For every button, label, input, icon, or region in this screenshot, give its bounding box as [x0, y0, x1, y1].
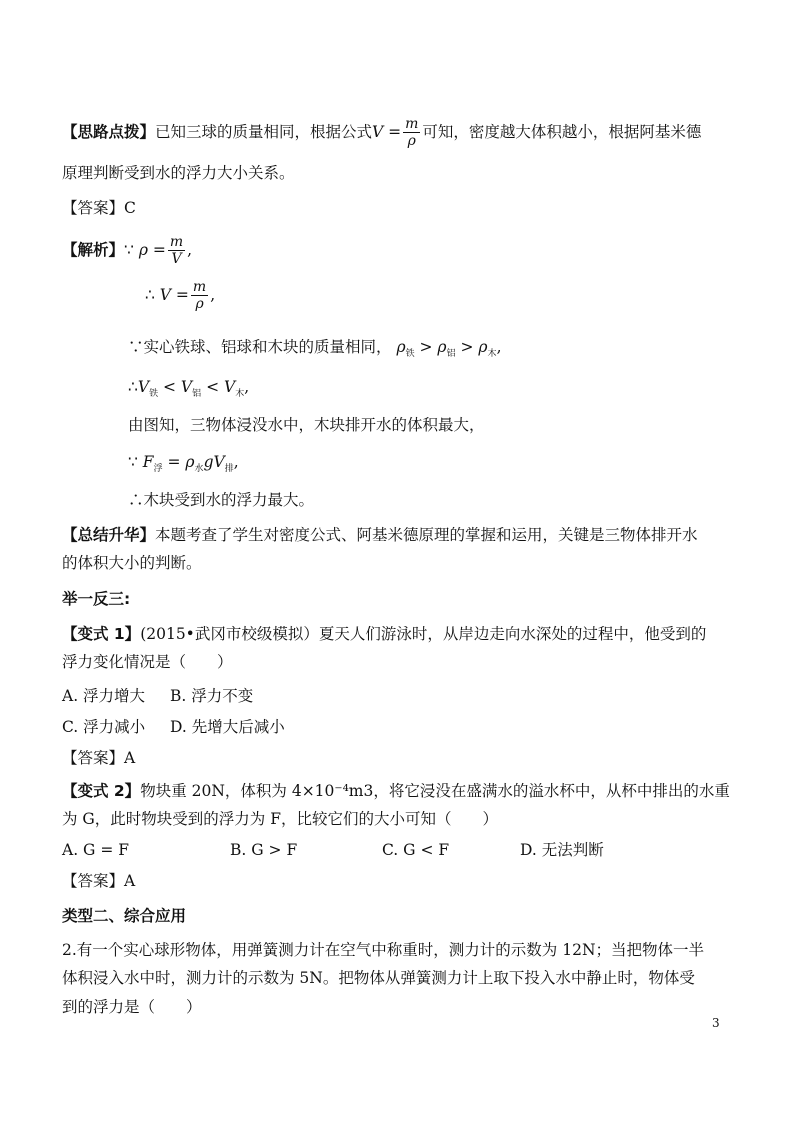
- variant1-text: (2015•武冈市校级模拟）夏天人们游泳时，从岸边走向水深处的过程中，他受到的: [140, 625, 707, 643]
- hint-tag: 【思路点拨】: [62, 123, 156, 141]
- summary-text: 本题考查了学生对密度公式、阿基米德原理的掌握和运用，关键是三物体排开水: [155, 526, 698, 544]
- variant2-line2: 为 G，此时物块受到的浮力为 F，比较它们的大小可知（ ）: [62, 810, 498, 828]
- sub-pai: 排: [224, 464, 234, 475]
- formula-v: V =: [372, 123, 402, 141]
- summary-tag: 【总结升华】: [62, 526, 156, 544]
- answer-1: 【答案】C: [62, 199, 136, 217]
- buoyancy-formula: $F_浮 = \rho_水gV_排$: [137, 453, 234, 475]
- variant1-options-row2: [62, 717, 285, 737]
- sub-lv: 铝: [446, 349, 456, 360]
- variant1-option-c: C. 浮力减小: [62, 718, 146, 736]
- section-heading-practice: 举一反三:: [62, 590, 131, 608]
- fraction-m-over-rho-2: $\frac{m}{\rho}$: [192, 279, 207, 312]
- sub-tie-2: 铁: [149, 389, 159, 400]
- analysis-line3-text: ∵实心铁球、铝球和木块的质量相同，: [128, 338, 392, 356]
- analysis-line4: $\therefore V_铁 < V_铝 < V_木$,: [128, 378, 250, 400]
- variant2-option-d: D. 无法判断: [520, 841, 604, 859]
- density-comparison: $\rho_铁 > \rho_铝 > \rho_木$: [396, 338, 497, 360]
- variant1-option-d: D. 先增大后减小: [170, 718, 285, 736]
- section-heading-type2: 类型二、综合应用: [62, 907, 187, 925]
- analysis-line5: 由图知，三物体浸没水中，木块排开水的体积最大，: [128, 416, 485, 434]
- fraction-m-over-rho: $\frac{m}{\rho}$: [405, 116, 419, 149]
- variant1-line1: [62, 624, 706, 644]
- variant1-options-row1: [62, 686, 253, 706]
- sub-tie: 铁: [405, 349, 415, 360]
- formula-v2: V =: [154, 286, 189, 304]
- hint-paragraph-line1: [62, 117, 701, 149]
- variant2-option-b: B. G > F: [230, 841, 298, 859]
- volume-comparison: $V_铁 < V_铝 < V_木$: [137, 378, 245, 400]
- variant2-tag: 【变式 2】: [62, 782, 141, 800]
- formula-rho: ρ =: [133, 241, 166, 259]
- sub-mu: 木: [487, 349, 497, 360]
- hint-text-b: 可知，密度越大体积越小，根据阿基米德: [422, 123, 702, 141]
- variant2-option-c: C. G < F: [382, 841, 450, 859]
- sub-shui: 水: [194, 464, 204, 475]
- variant2-options: [62, 840, 604, 860]
- hint-text-a: 已知三球的质量相同，根据公式: [155, 123, 373, 141]
- therefore-symbol-2: ∴: [128, 378, 138, 396]
- analysis-line2: ∴ V = $\frac{m}{\rho}$ ,: [145, 279, 216, 312]
- therefore-symbol: ∴: [145, 286, 155, 304]
- hint-paragraph-line2: 原理判断受到水的浮力大小关系。: [62, 164, 295, 182]
- sub-mu-2: 木: [235, 389, 245, 400]
- fraction-m-over-v: $\frac{m}{V}$: [169, 234, 184, 267]
- variant2-line1: [62, 781, 730, 801]
- variant1-tag: 【变式 1】: [62, 625, 141, 643]
- variant1-option-b: B. 浮力不变: [170, 687, 254, 705]
- answer-2: 【答案】A: [62, 749, 136, 767]
- analysis-line7: ∴木块受到水的浮力最大。: [128, 491, 315, 509]
- sub-fu: 浮: [153, 464, 163, 475]
- page-number: 3: [712, 1016, 720, 1030]
- analysis-line3: ∵实心铁球、铝球和木块的质量相同， $\rho_铁 > \rho_铝 > \rho_木$,: [128, 338, 502, 360]
- analysis-line6: ∵ $F_浮 = \rho_水gV_排$,: [128, 453, 239, 475]
- question2-line1: 2.有一个实心球形物体，用弹簧测力计在空气中称重时，测力计的示数为 12N；当把物体一半: [62, 941, 705, 959]
- because-symbol: ∵: [124, 241, 134, 259]
- summary-line2: 的体积大小的判断。: [62, 554, 202, 572]
- because-symbol-2: ∵: [128, 453, 138, 471]
- summary-line1: [62, 525, 698, 545]
- variant1-option-a: A. 浮力增大: [62, 687, 146, 705]
- analysis-line1: 【解析】∵ ρ = $\frac{m}{V}$ ,: [62, 234, 193, 267]
- answer-3: 【答案】A: [62, 872, 136, 890]
- question2-line2: 体积浸入水中时，测力计的示数为 5N。把物体从弹簧测力计上取下投入水中静止时，物体受: [62, 969, 695, 987]
- variant1-line2: 浮力变化情况是（ ）: [62, 653, 233, 671]
- variant2-text: 物块重 20N，体积为 4×10⁻⁴m3，将它浸没在盛满水的溢水杯中，从杯中排出的水重: [140, 782, 730, 800]
- variant2-option-a: A. G = F: [62, 841, 130, 859]
- sub-lv-2: 铝: [192, 389, 202, 400]
- analysis-tag: 【解析】: [62, 241, 125, 259]
- question2-line3: 到的浮力是（ ）: [62, 998, 202, 1016]
